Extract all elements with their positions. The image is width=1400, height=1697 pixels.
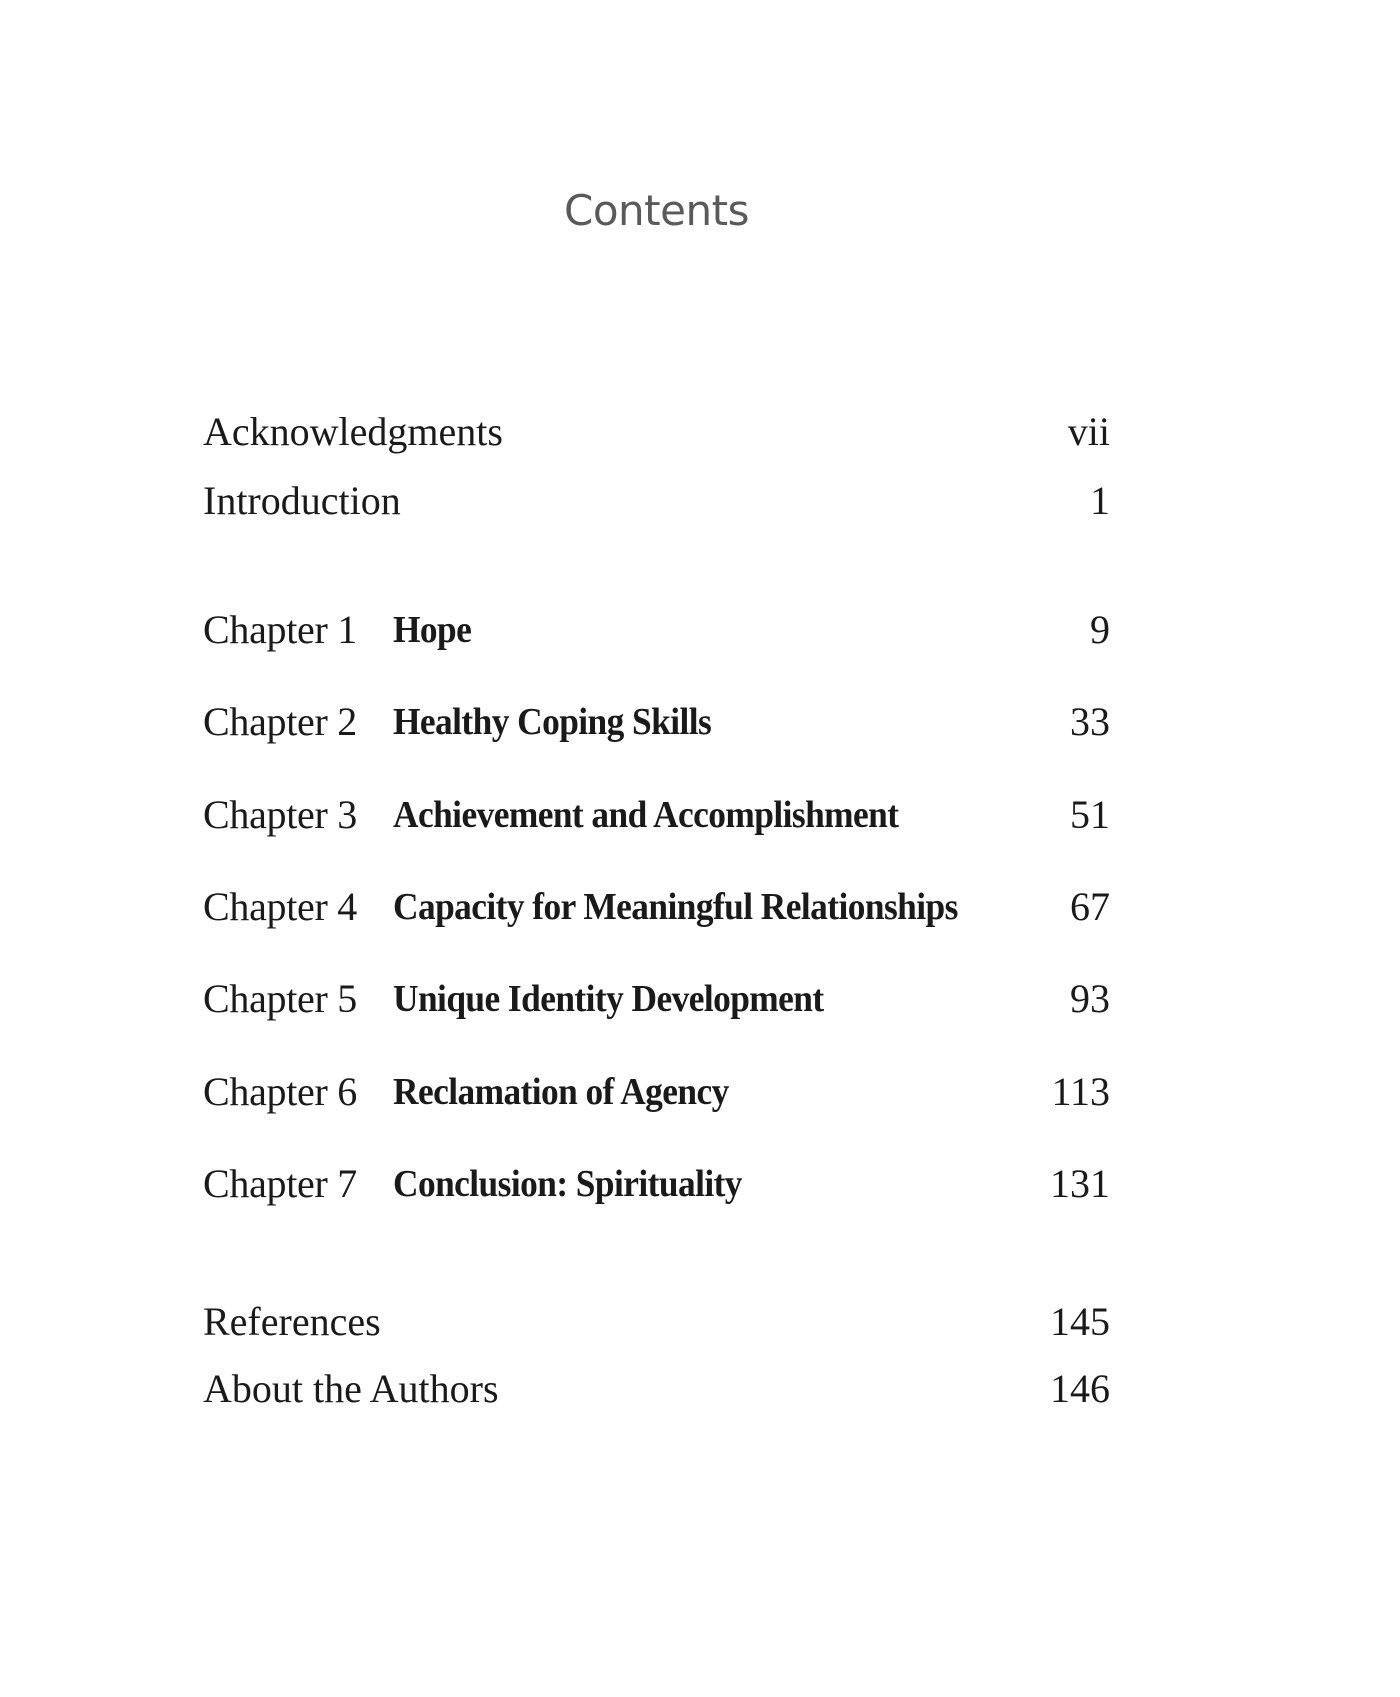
toc-entry-page: 131 [1050,1161,1110,1206]
toc-entry-page: 67 [1070,884,1110,929]
toc-entry-page: 51 [1070,792,1110,837]
toc-entry-page: 93 [1070,976,1110,1021]
toc-entry-page: 1 [1090,478,1110,523]
toc-entry-references[interactable] [203,1297,1110,1347]
toc-entry-chapter-5[interactable] [203,974,1110,1024]
toc-entry-chapter-3[interactable] [203,790,1110,840]
chapter-number: Chapter 2 [203,699,357,744]
toc-entry-acknowledgments[interactable] [203,407,1110,457]
toc-entry-page: 145 [1050,1299,1110,1344]
chapter-number: Chapter 1 [203,607,357,652]
toc-entry-label: Introduction [203,478,401,523]
chapter-title: Conclusion: Spirituality [393,1163,742,1205]
toc-entry-chapter-4[interactable] [203,882,1110,932]
chapter-title: Healthy Coping Skills [393,701,712,743]
toc-entry-page: 9 [1090,607,1110,652]
toc-entry-page: 33 [1070,699,1110,744]
chapter-title: Reclamation of Agency [393,1071,729,1113]
chapter-number: Chapter 3 [203,792,357,837]
chapter-title: Capacity for Meaningful Relationships [393,886,958,928]
toc-entry-label: About the Authors [203,1366,499,1411]
chapter-number: Chapter 5 [203,976,357,1021]
toc-entry-page: 113 [1051,1069,1110,1114]
toc-entry-chapter-1[interactable] [203,605,1110,655]
toc-entry-chapter-6[interactable] [203,1067,1110,1117]
chapter-number: Chapter 4 [203,884,357,929]
chapter-title: Achievement and Accomplishment [393,794,899,836]
page-title: Contents [564,186,749,235]
chapter-number: Chapter 6 [203,1069,357,1114]
toc-entry-chapter-2[interactable] [203,697,1110,747]
toc-entry-introduction[interactable] [203,476,1110,526]
toc-entry-label: References [203,1299,381,1344]
chapter-title: Unique Identity Development [393,978,824,1020]
chapter-number: Chapter 7 [203,1161,357,1206]
toc-entry-about-the-authors[interactable] [203,1364,1110,1414]
toc-entry-label: Acknowledgments [203,409,503,454]
toc-entry-page: 146 [1050,1366,1110,1411]
chapter-title: Hope [393,609,472,651]
toc-entry-chapter-7[interactable] [203,1159,1110,1209]
toc-entry-page: vii [1067,409,1110,454]
